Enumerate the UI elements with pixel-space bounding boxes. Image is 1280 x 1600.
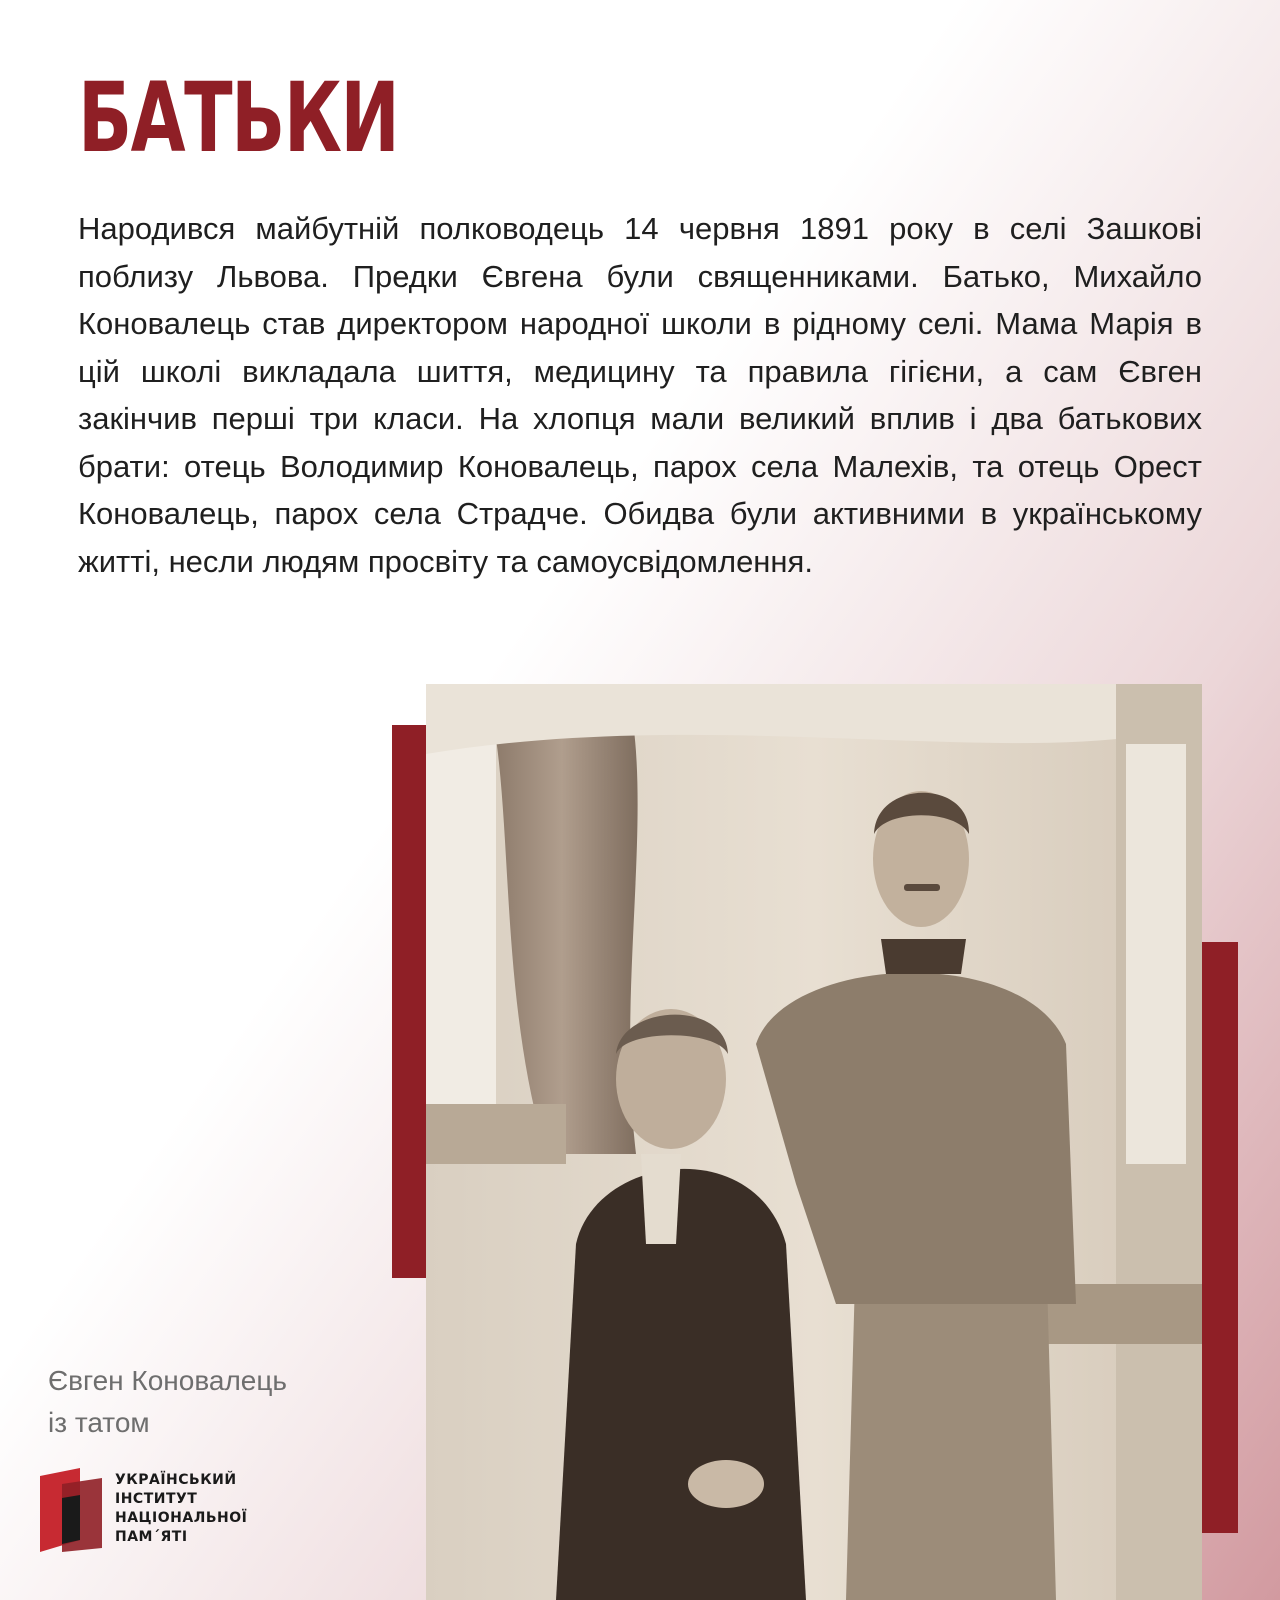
body-paragraph: Народився майбутній полководець 14 червня 1891 року в селі Зашкові поблизу Львова. Предки Євгена були священниками. Батько, Михайло Коновалець став директором народної школи в рідному селі. Мама Марія в цій школі викладала шиття, медицину та правила гігієни, а сам Євген закінчив перші три класи. На хлопця мали великий вплив і два батькових брати: отець Володимир Коновалець, парох села Малехів, та отець Орест Коновалець, парох села Страдче. Обидва були активними в українському житті, несли людям просвіту та самоусвідомлення. (78, 211, 1202, 579)
caption-line-2: із татом (48, 1407, 150, 1438)
institute-logo-icon (40, 1468, 102, 1552)
caption-line-1: Євген Коновалець (48, 1365, 287, 1396)
institute-name-line-1: УКРАЇНСЬКИЙ (115, 1472, 237, 1488)
photo-caption (48, 1360, 287, 1444)
page-title: БАТЬКИ (78, 62, 399, 174)
institute-name-line-4: ПАМ´ЯТІ (115, 1529, 188, 1545)
accent-bar-right (1202, 942, 1238, 1533)
institute-name (115, 1471, 247, 1547)
institute-name-line-3: НАЦІОНАЛЬНОЇ (115, 1510, 248, 1526)
historical-photo (426, 684, 1202, 1600)
accent-bar-left (392, 725, 426, 1278)
institute-name-line-2: ІНСТИТУТ (115, 1491, 198, 1507)
photo-illustration (426, 684, 1202, 1600)
